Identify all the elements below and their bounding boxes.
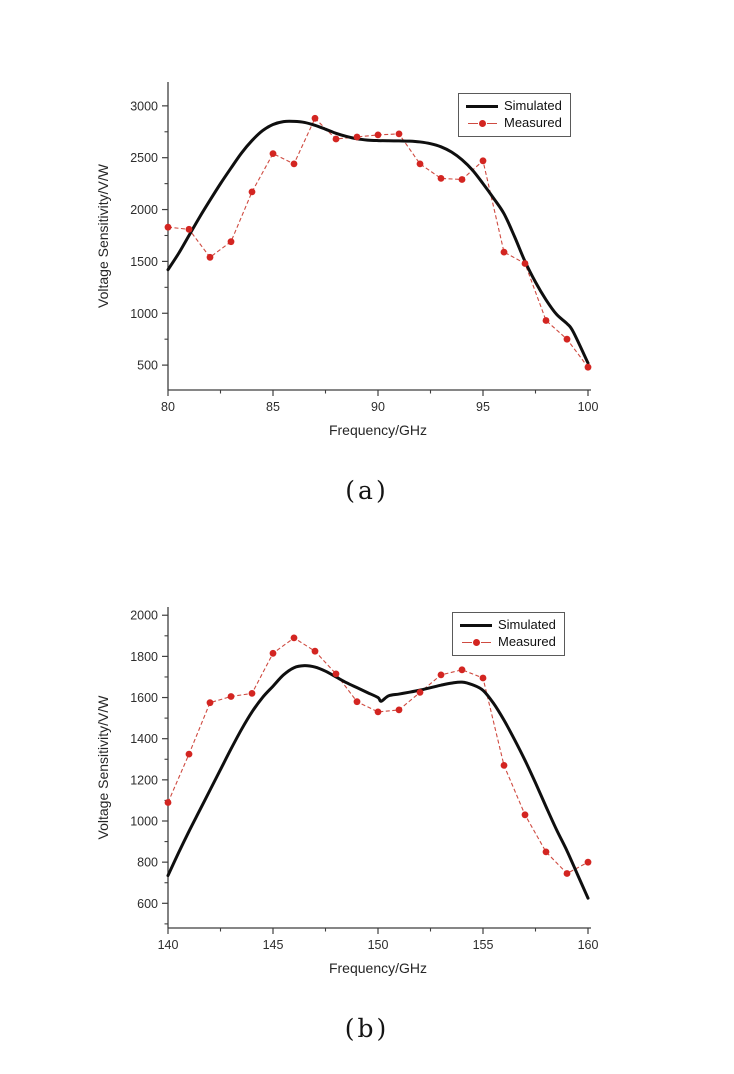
x-tick-label: 140: [157, 938, 179, 952]
y-tick-label: 1800: [130, 649, 158, 664]
measured-marker: [375, 132, 382, 139]
measured-marker: [564, 336, 571, 343]
legend: [452, 612, 565, 656]
measured-marker: [459, 666, 466, 673]
y-tick-label: 1600: [130, 691, 158, 706]
measured-marker-swatch: [460, 639, 492, 646]
x-tick-label: 150: [367, 938, 389, 952]
simulated-line-swatch: [460, 624, 492, 627]
measured-marker: [501, 249, 508, 256]
measured-marker: [354, 134, 361, 141]
measured-marker: [543, 849, 550, 856]
legend-label-measured: Measured: [498, 634, 556, 649]
y-tick-label: 600: [137, 896, 158, 911]
simulated-line: [168, 666, 588, 899]
chart-a-canvas: [0, 0, 734, 460]
measured-marker: [480, 157, 487, 164]
y-tick-label: 1000: [130, 306, 158, 321]
measured-marker: [438, 672, 445, 679]
measured-marker: [543, 317, 550, 324]
x-tick-label: 90: [371, 400, 385, 414]
legend-item-simulated: [460, 617, 556, 633]
measured-marker: [585, 364, 592, 371]
measured-marker: [375, 709, 382, 716]
measured-marker: [228, 238, 235, 245]
simulated-line-swatch: [466, 105, 498, 108]
measured-marker: [165, 224, 172, 231]
y-tick-label: 3000: [130, 99, 158, 114]
measured-marker: [186, 751, 193, 758]
measured-marker: [522, 811, 529, 818]
measured-marker: [480, 675, 487, 682]
y-tick-label: 1000: [130, 814, 158, 829]
measured-marker: [585, 859, 592, 866]
measured-marker: [165, 799, 172, 806]
y-tick-label: 1200: [130, 773, 158, 788]
y-axis-title: Voltage Sensitivity/V/W: [95, 695, 111, 840]
caption-b: (b): [344, 1014, 390, 1043]
legend-label-simulated: Simulated: [504, 98, 562, 113]
measured-marker: [228, 693, 235, 700]
measured-marker: [396, 131, 403, 138]
measured-marker: [249, 189, 256, 196]
measured-marker: [270, 150, 277, 157]
y-tick-label: 1400: [130, 732, 158, 747]
x-tick-label: 160: [577, 938, 599, 952]
measured-marker: [438, 175, 445, 182]
x-axis-title: Frequency/GHz: [328, 960, 428, 976]
measured-marker: [333, 136, 340, 143]
measured-marker: [207, 254, 214, 261]
y-axis-title: Voltage Sensitivity/V/W: [95, 164, 111, 308]
x-tick-label: 80: [161, 400, 175, 414]
measured-marker: [207, 699, 214, 706]
measured-marker: [417, 689, 424, 696]
legend: [458, 93, 571, 137]
x-tick-label: 95: [476, 400, 490, 414]
measured-marker: [312, 115, 319, 122]
measured-line: [168, 638, 588, 874]
measured-marker: [396, 707, 403, 714]
measured-marker: [291, 161, 298, 168]
y-tick-label: 1500: [130, 254, 158, 269]
x-tick-label: 100: [577, 400, 599, 414]
measured-marker: [249, 690, 256, 697]
measured-marker: [354, 698, 361, 705]
measured-marker: [564, 870, 571, 877]
x-tick-label: 145: [262, 938, 284, 952]
measured-marker: [522, 260, 529, 267]
caption-a: (a): [345, 476, 389, 505]
y-tick-label: 2000: [130, 608, 158, 623]
measured-marker: [291, 635, 298, 642]
legend-item-simulated: [466, 98, 562, 114]
measured-marker: [417, 161, 424, 168]
legend-label-simulated: Simulated: [498, 617, 556, 632]
chart-b-canvas: [0, 540, 734, 1000]
y-tick-label: 800: [137, 855, 158, 870]
legend-label-measured: Measured: [504, 115, 562, 130]
y-tick-label: 500: [137, 358, 158, 373]
measured-marker: [333, 671, 340, 678]
y-tick-label: 2000: [130, 203, 158, 218]
x-tick-label: 155: [472, 938, 494, 952]
measured-marker: [501, 762, 508, 769]
x-tick-label: 85: [266, 400, 280, 414]
measured-marker: [270, 650, 277, 657]
y-tick-label: 2500: [130, 151, 158, 166]
measured-marker: [186, 226, 193, 233]
measured-marker: [312, 648, 319, 655]
x-axis-title: Frequency/GHz: [328, 422, 428, 438]
legend-item-measured: [460, 634, 556, 650]
legend-item-measured: [466, 115, 562, 131]
measured-marker-swatch: [466, 120, 498, 127]
measured-marker: [459, 176, 466, 183]
